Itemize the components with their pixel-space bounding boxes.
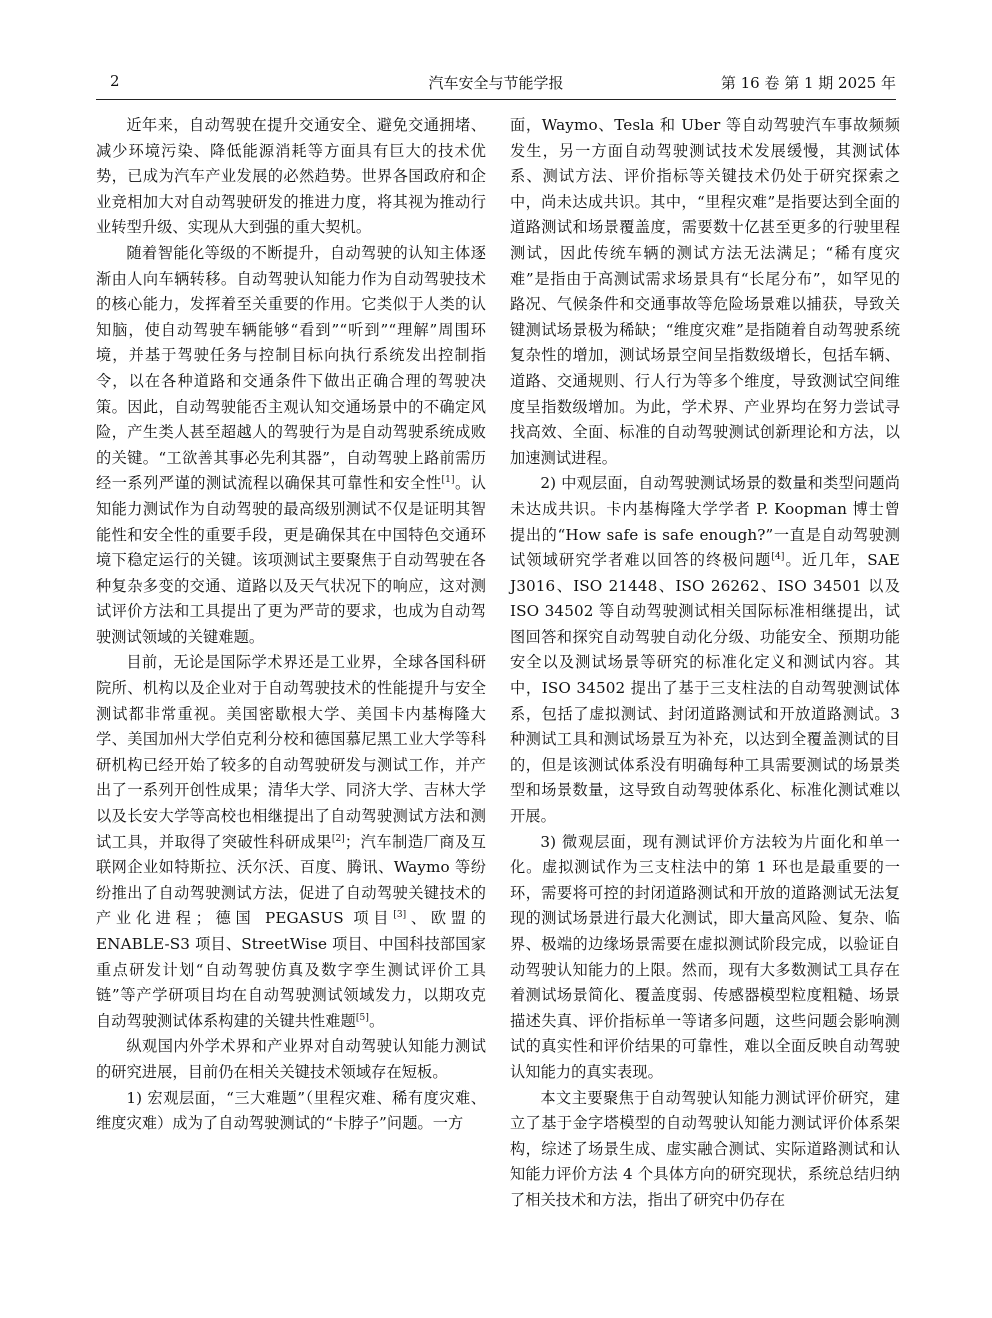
paragraph: 随着智能化等级的不断提升，自动驾驶的认知主体逐渐由人向车辆转移。自动驾驶认知能力作为自动驾驶技术的核心能力，发挥着至关重要的作用。它类似于人类的认知脑，使自动驾驶车辆能够“看到”“听到”“理解”周围环境，并基于驾驶任务与控制目标向执行系统发出控制指令，以在各种道路和交通条件下做出正确合理的驾驶决策。因此，自动驾驶能否主观认知交通场景中的不确定风险，产生类人甚至超越人的驾驶行为是自动驾驶系统成败的关键。“工欲善其事必先利其器”，自动驾驶上路前需历经一系列严谨的测试流程以确保其可靠性和安全性[1]。认知能力测试作为自动驾驶的最高级别测试不仅是证明其智能性和安全性的重要手段，更是确保其在中国特色交通环境下稳定运行的关键。该项测试主要聚焦于自动驾驶在各种复杂多变的交通、道路以及天气状况下的响应，这对测试评价方法和工具提出了更为严苛的要求，也成为自动驾驶测试领域的关键难题。 <box>96 243 487 646</box>
citation[interactable]: [3] <box>393 910 407 921</box>
left-column <box>96 113 486 1137</box>
right-column <box>510 113 900 1214</box>
page-header <box>96 68 896 98</box>
citation[interactable]: [2] <box>331 833 345 844</box>
paragraph: 目前，无论是国际学术界还是工业界，全球各国科研院所、机构以及企业对于自动驾驶技术的性能提升与安全测试都非常重视。美国密歇根大学、美国卡内基梅隆大学、美国加州大学伯克利分校和德国慕尼黑工业大学等科研机构已经开始了较多的自动驾驶研发与测试工作，并产出了一系列开创性成果；清华大学、同济大学、吉林大学以及长安大学等高校也相继提出了自动驾驶测试方法和测试工具，并取得了突破性科研成果[2]；汽车制造厂商及互联网企业如特斯拉、沃尔沃、百度、腾讯、Waymo 等纷纷推出了自动驾驶测试方法，促进了自动驾驶关键技术的产业化进程；德国 PEGASUS 项目[3]、欧盟的 ENABLE-S3 项目、StreetWise 项目、中国科技部国家重点研发计划“自动驾驶仿真及数字孪生测试评价工具链”等产学研项目均在自动驾驶测试领域发力，以期攻克自动驾驶测试体系构建的关键共性难题[5]。 <box>96 653 486 1030</box>
paragraph: 2) 中观层面，自动驾驶测试场景的数量和类型问题尚未达成共识。卡内基梅隆大学学者 P. Koopman 博士曾提出的“How safe is safe enough?”一直是自动驾驶测试领域研究学者难以回答的终极问题[4]。近几年，SAE J3016、ISO 21448、ISO 26262、ISO 34501 以及 ISO 34502 等自动驾驶测试相关国际标准相继提出，试图回答和探究自动驾驶自动化分级、功能安全、预期功能安全以及测试场景等研究的标准化定义和测试内容。其中，ISO 34502 提出了基于三支柱法的自动驾驶测试体系，包括了虚拟测试、封闭道路测试和开放道路测试。3 种测试工具和测试场景互为补充，以达到全覆盖测试的目的，但是该测试体系没有明确每种工具需要测试的场景类型和场景数量，这导致自动驾驶体系化、标准化测试难以开展。 <box>510 474 900 826</box>
paragraph: 面，Waymo、Tesla 和 Uber 等自动驾驶汽车事故频频发生，另一方面自动驾驶测试技术发展缓慢，其测试体系、测试方法、评价指标等关键技术仍处于研究探索之中，尚未达成共识。其中，“里程灾难”是指要达到全面的道路测试和场景覆盖度，需要数十亿甚至更多的行驶里程测试，因此传统车辆的测试方法无法满足；“稀有度灾难”是指由于高测试需求场景具有“长尾分布”，如罕见的路况、气候条件和交通事故等危险场景难以捕获，导致关键测试场景极为稀缺；“维度灾难”是指随着自动驾驶系统复杂性的增加，测试场景空间呈指数级增长，包括车辆、道路、交通规则、行人行为等多个维度，导致测试空间维度呈指数级增加。为此，学术界、产业界均在努力尝试寻找高效、全面、标准的自动驾驶测试创新理论和方法，以加速测试进程。 <box>510 116 900 467</box>
volume-info: 第 16 卷 第 1 期 2025 年 <box>720 74 896 92</box>
citation[interactable]: [4] <box>771 552 785 563</box>
paragraph: 3) 微观层面，现有测试评价方法较为片面化和单一化。虚拟测试作为三支柱法中的第 1 环也是最重要的一环，需要将可控的封闭道路测试和开放的道路测试无法复现的测试场景进行最大化测试，即大量高风险、复杂、临界、极端的边缘场景需要在虚拟测试阶段完成，以验证自动驾驶认知能力的上限。然而，现有大多数测试工具存在着测试场景简化、覆盖度弱、传感器模型粒度粗糙、场景描述失真、评价指标单一等诸多问题，这些问题会影响测试的真实性和评价结果的可靠性，难以全面反映自动驾驶认知能力的真实表现。 <box>510 832 900 1081</box>
paragraph: 近年来，自动驾驶在提升交通安全、避免交通拥堵、减少环境污染、降低能源消耗等方面具有巨大的技术优势，已成为汽车产业发展的必然趋势。世界各国政府和企业竞相加大对自动驾驶研发的推进力度，将其视为推动行业转型升级、实现从大到强的重大契机。 <box>96 116 486 237</box>
paragraph: 纵观国内外学术界和产业界对自动驾驶认知能力测试的研究进展，目前仍在相关关键技术领域存在短板。 <box>96 1037 486 1081</box>
citation[interactable]: [1] <box>441 475 455 486</box>
paragraph: 本文主要聚焦于自动驾驶认知能力测试评价研究，建立了基于金字塔模型的自动驾驶认知能力测试评价体系架构，综述了场景生成、虚实融合测试、实际道路测试和认知能力评价方法 4 个具体方向的研究现状，系统总结归纳了相关技术和方法，指出了研究中仍存在 <box>510 1088 900 1209</box>
journal-title: 汽车安全与节能学报 <box>428 74 564 92</box>
page-number: 2 <box>110 72 120 90</box>
paragraph: 1) 宏观层面，“三大难题”（里程灾难、稀有度灾难、维度灾难）成为了自动驾驶测试的“卡脖子”问题。一方 <box>96 1088 486 1133</box>
header-rule <box>96 99 896 100</box>
citation[interactable]: [5] <box>355 1012 369 1023</box>
